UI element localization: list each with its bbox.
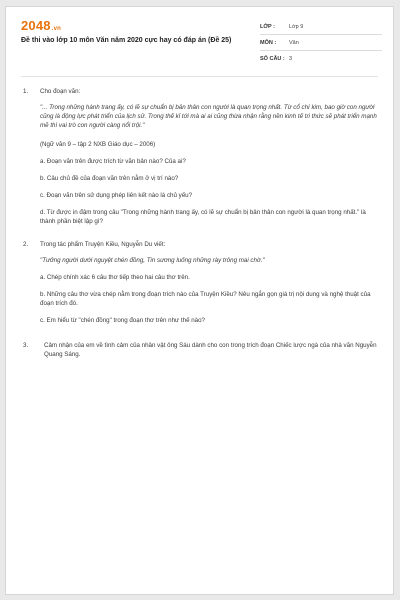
meta-row-subject (260, 35, 382, 51)
question-part: a. Đoạn văn trên được trích từ văn bản nào? Của ai? (40, 158, 186, 165)
site-logo[interactable] (21, 18, 61, 33)
question-part: c. Em hiểu từ "chén đồng" trong đoạn thơ trên như thế nào? (40, 317, 205, 324)
meta-label: LỚP : (260, 23, 275, 30)
exam-page (5, 6, 394, 595)
exam-meta-table (260, 19, 382, 66)
question-source: (Ngữ văn 9 – tập 2 NXB Giáo dục – 2006) (40, 141, 156, 148)
question-part: c. Đoạn văn trên sử dụng phép liên kết nào là chủ yếu? (40, 192, 193, 199)
question-number: 1. (23, 88, 29, 95)
meta-row-question-count (260, 51, 382, 66)
page-title: Đề thi vào lớp 10 môn Văn năm 2020 cực hay có đáp án (Đề 25) (21, 37, 232, 44)
question-heading: Trong tác phẩm Truyện Kiều, Nguyễn Du viết: (40, 241, 166, 248)
exam-content (23, 87, 377, 359)
meta-value: Văn (289, 39, 299, 46)
question-heading: Cảm nhận của em về tình cảm của nhân vật ông Sáu dành cho con trong trích đoạn Chiếc lược ngà của nhà văn Nguyễn Quang Sáng. (44, 342, 377, 358)
question-3 (23, 341, 377, 359)
meta-row-class (260, 19, 382, 35)
question-part: b. Những câu thơ vừa chép nằm trong đoạn trích nào của Truyện Kiều? Nêu ngắn gọn giá trị nội dung và nghệ thuật của đoạn trích đó. (40, 291, 371, 307)
question-quote: "... Trong những hành trang ấy, có lẽ sự chuẩn bị bản thân con người là quan trọng nhất. Từ cổ chí kim, bao giờ con người cũng là động lực phát triển của lịch sử. Trong thế kỉ tới mà ai ai cũng thừa nhận rằng nền kinh tế tri thức sẽ phát triển mạnh mẽ thì vai trò con người càng nổi trội." (40, 104, 377, 129)
question-part: b. Câu chủ đề của đoạn văn trên nằm ở vị trí nào? (40, 175, 179, 182)
question-part: a. Chép chính xác 6 câu thơ tiếp theo hai câu thơ trên. (40, 274, 190, 281)
question-heading: Cho đoạn văn: (40, 88, 81, 95)
question-1 (23, 87, 377, 96)
logo-tld: .vn (51, 26, 62, 32)
logo-text: 2048 (21, 18, 51, 33)
meta-label: SỐ CÂU : (260, 55, 285, 62)
meta-value: 3 (289, 55, 293, 62)
question-part: d. Từ được in đậm trong câu "Trong những hành trang ấy, có lẽ sự chuẩn bị bản thân con người là quan trọng nhất." là thành phần biệt lập gì? (40, 209, 366, 225)
question-number: 2. (23, 241, 29, 248)
question-number: 3. (23, 342, 29, 349)
meta-label: MÔN : (260, 39, 277, 46)
question-quote: "Tưởng người dưới nguyệt chén đồng, Tin sương luống những rày trông mai chờ." (40, 257, 265, 264)
header-divider (21, 76, 378, 77)
meta-value: Lớp 9 (289, 23, 304, 30)
question-2 (23, 240, 377, 249)
page-header (6, 7, 393, 69)
